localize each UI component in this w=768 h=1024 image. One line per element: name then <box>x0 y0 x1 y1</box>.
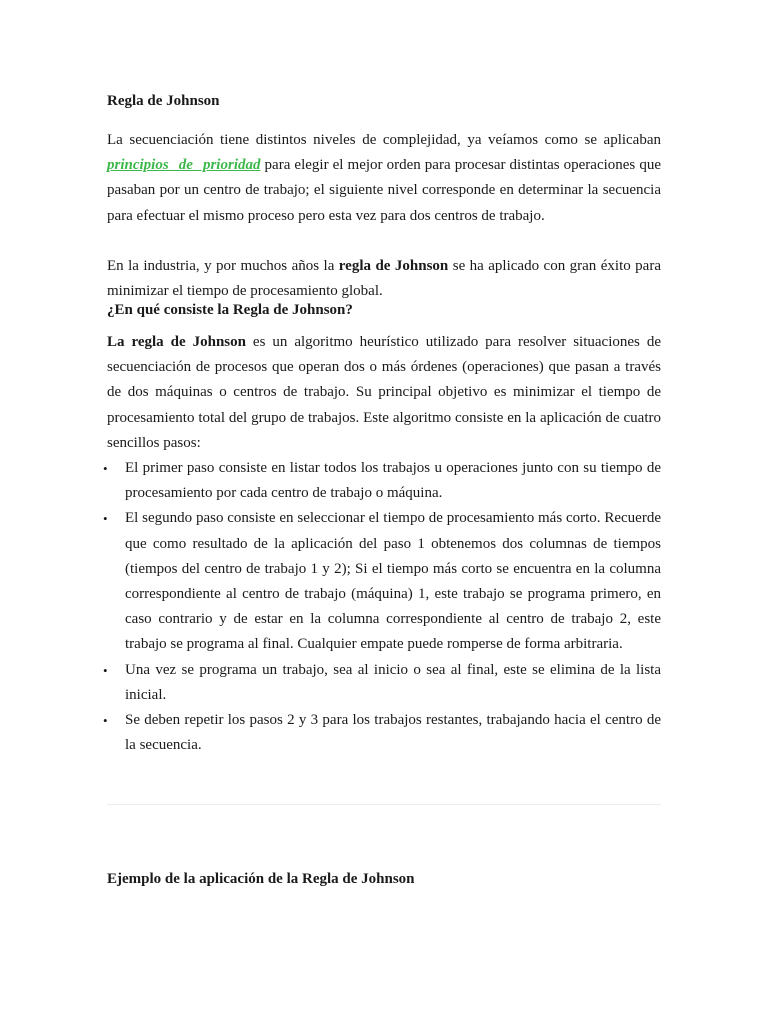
definition-paragraph <box>107 330 661 456</box>
list-item-text: Una vez se programa un trabajo, sea al inicio o sea al final, este se elimina de la lista inicial. <box>125 661 661 703</box>
industry-text-before: En la industria, y por muchos años la <box>107 258 339 274</box>
intro-text-before-link: La secuenciación tiene distintos niveles de complejidad, ya veíamos como se aplicaban <box>107 132 661 148</box>
bullet-icon: • <box>103 511 108 527</box>
industry-paragraph <box>107 254 661 304</box>
section-heading-example: Ejemplo de la aplicación de la Regla de Johnson <box>107 871 415 887</box>
definition-bold-term: La regla de Johnson <box>107 334 246 350</box>
list-item-text: Se deben repetir los pasos 2 y 3 para los trabajos restantes, trabajando hacia el centro de la secuencia. <box>125 712 661 754</box>
list-item <box>103 456 661 506</box>
steps-list <box>103 456 661 758</box>
intro-text-after-link: para elegir el mejor orden para procesar distintas operaciones que pasaban por un centro de trabajo; el siguiente nivel corresponde en determinar la secuencia para efectuar el mismo proceso pero esta vez para dos centros de trabajo. <box>107 157 661 224</box>
page-title: Regla de Johnson <box>107 93 220 109</box>
bullet-icon: • <box>103 713 108 729</box>
list-item-text: El segundo paso consiste en seleccionar el tiempo de procesamiento más corto. Recuerde que como resultado de la aplicación del paso 1 obtenemos dos columnas de tiempos (tiempos del centro de trabajo 1 y 2); Si el tiempo más corto se encuentra en la columna correspondiente al centro de trabajo (máquina) 1, este trabajo se programa primero, en caso contrario y de estar en la columna correspondiente al centro de trabajo 2, este trabajo se programa al final. Cualquier empate puede romperse de forma arbitraria. <box>125 510 661 653</box>
section-divider <box>107 804 661 805</box>
list-item <box>103 658 661 708</box>
bullet-icon: • <box>103 461 108 476</box>
industry-bold-term: regla de Johnson <box>338 258 449 274</box>
principios-de-prioridad-link[interactable]: principios de prioridad <box>107 157 261 174</box>
industry-text-after: se ha aplicado con gran éxito para minimizar el tiempo de procesamiento global. <box>107 258 661 300</box>
intro-paragraph <box>107 128 661 229</box>
bullet-icon: • <box>103 662 108 678</box>
list-item <box>103 506 661 657</box>
section-heading-question: ¿En qué consiste la Regla de Johnson? <box>107 302 353 318</box>
list-item-text: El primer paso consiste en listar todos los trabajos u operaciones junto con su tiempo de procesamiento por cada centro de trabajo o máquina. <box>125 460 661 502</box>
list-item <box>103 708 661 758</box>
definition-text: es un algoritmo heurístico utilizado para resolver situaciones de secuenciación de procesos que operan dos o más órdenes (operaciones) que pasan a través de dos máquinas o centros de trabajo. Su principal objetivo es minimizar el tiempo de procesamiento total del grupo de trabajos. Este algoritmo consiste en la aplicación de cuatro sencillos pasos: <box>107 334 661 451</box>
